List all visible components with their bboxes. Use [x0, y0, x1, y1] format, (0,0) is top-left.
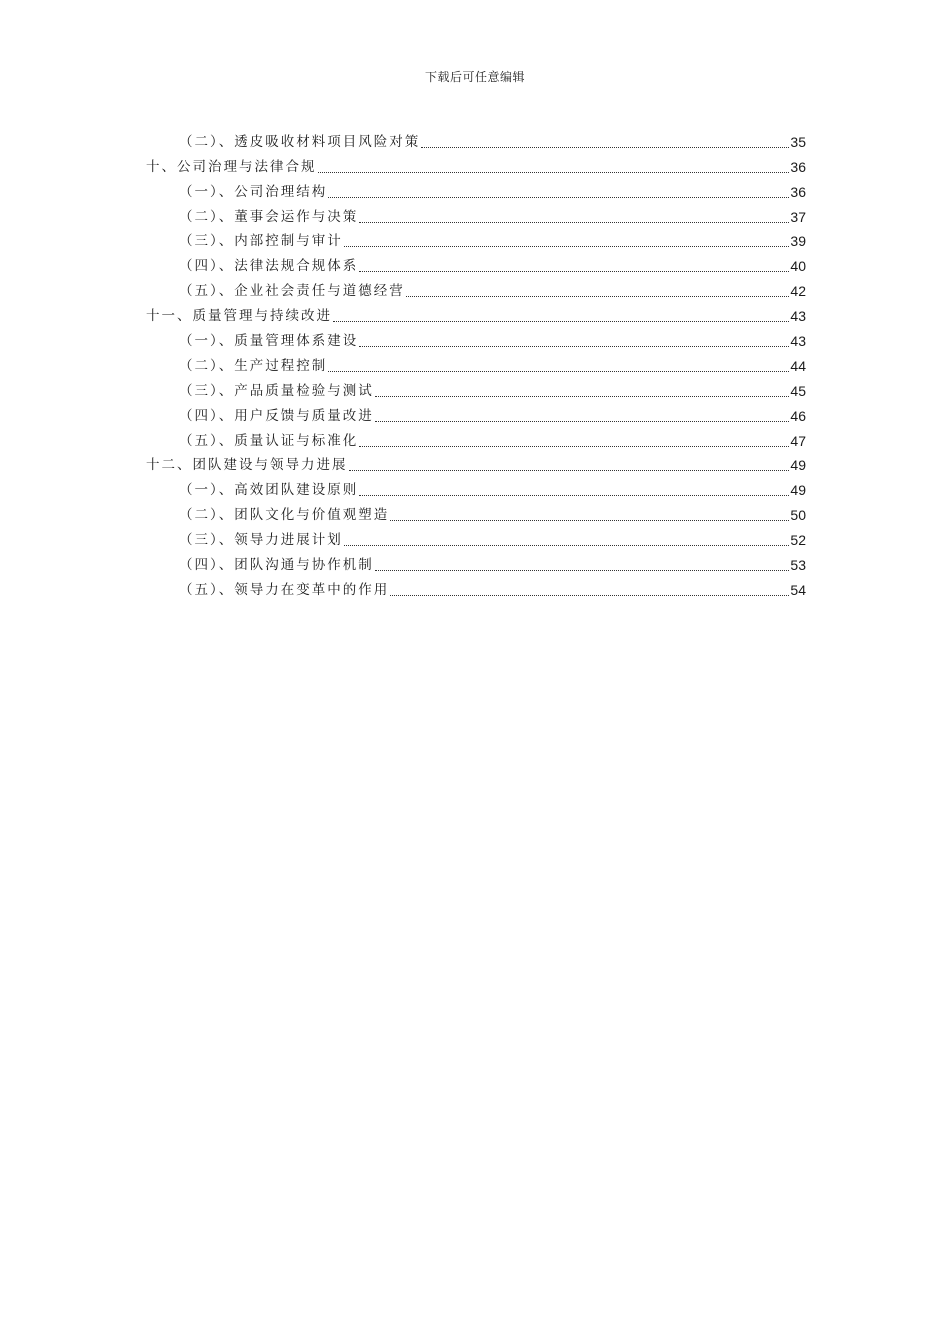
toc-leader-dots [359, 432, 789, 450]
toc-leader-dots [359, 332, 789, 350]
toc-entry[interactable] [146, 400, 806, 425]
toc-entry[interactable] [146, 300, 806, 325]
toc-entry-page: 54 [790, 581, 806, 598]
toc-entry-page: 42 [790, 283, 806, 300]
toc-entry-title: （二）、董事会运作与决策 [179, 208, 359, 225]
toc-entry-title: （三）、产品质量检验与测试 [179, 382, 374, 399]
toc-entry[interactable] [146, 499, 806, 524]
toc-entry-page: 43 [790, 308, 806, 325]
toc-entry[interactable] [146, 201, 806, 226]
toc-entry[interactable] [146, 226, 806, 251]
toc-entry-title: （二）、透皮吸收材料项目风险对策 [179, 133, 421, 150]
toc-entry[interactable] [146, 375, 806, 400]
toc-entry-page: 40 [790, 258, 806, 275]
toc-leader-dots [375, 382, 790, 400]
toc-entry-page: 35 [790, 133, 806, 150]
toc-entry[interactable] [146, 176, 806, 201]
toc-entry-title: （三）、领导力进展计划 [179, 532, 343, 549]
toc-entry-title: 十一、质量管理与持续改进 [146, 308, 332, 325]
toc-entry-title: （五）、企业社会责任与道德经营 [179, 283, 405, 300]
toc-entry-page: 44 [790, 357, 806, 374]
toc-entry-title: 十、公司治理与法律合规 [146, 158, 317, 175]
toc-entry[interactable] [146, 250, 806, 275]
toc-entry-title: （四）、用户反馈与质量改进 [179, 407, 374, 424]
toc-entry-page: 45 [790, 382, 806, 399]
toc-leader-dots [375, 407, 790, 425]
toc-entry-page: 53 [790, 557, 806, 574]
toc-entry[interactable] [146, 325, 806, 350]
toc-entry-page: 43 [790, 333, 806, 350]
toc-entry-page: 36 [790, 183, 806, 200]
toc-leader-dots [390, 581, 789, 599]
toc-leader-dots [359, 257, 789, 275]
toc-entry-title: （五）、质量认证与标准化 [179, 432, 359, 449]
toc-leader-dots [318, 158, 790, 176]
toc-entry-title: 十二、团队建设与领导力进展 [146, 457, 348, 474]
toc-entry[interactable] [146, 549, 806, 574]
toc-entry-title: （二）、生产过程控制 [179, 357, 328, 374]
page-header: 下载后可任意编辑 [424, 70, 525, 84]
toc-entry[interactable] [146, 425, 806, 450]
toc-entry[interactable] [146, 474, 806, 499]
toc-entry-page: 49 [790, 457, 806, 474]
toc-entry-page: 36 [790, 158, 806, 175]
toc-entry-page: 47 [790, 432, 806, 449]
toc-entry[interactable] [146, 524, 806, 549]
toc-entry[interactable] [146, 350, 806, 375]
toc-leader-dots [333, 307, 789, 325]
toc-leader-dots [328, 357, 789, 375]
toc-entry-page: 52 [790, 532, 806, 549]
toc-entry[interactable] [146, 151, 806, 176]
table-of-contents [146, 126, 806, 599]
toc-entry-title: （一）、高效团队建设原则 [179, 482, 359, 499]
toc-entry-title: （四）、法律法规合规体系 [179, 258, 359, 275]
toc-entry-page: 39 [790, 233, 806, 250]
toc-entry-title: （二）、团队文化与价值观塑造 [179, 507, 390, 524]
toc-leader-dots [421, 133, 789, 151]
toc-entry-page: 49 [790, 482, 806, 499]
toc-entry[interactable] [146, 275, 806, 300]
toc-entry-title: （四）、团队沟通与协作机制 [179, 557, 374, 574]
toc-entry-title: （一）、公司治理结构 [179, 183, 328, 200]
toc-leader-dots [359, 208, 789, 226]
toc-entry[interactable] [146, 126, 806, 151]
toc-leader-dots [359, 481, 789, 499]
toc-entry-page: 37 [790, 208, 806, 225]
toc-leader-dots [390, 506, 789, 524]
toc-entry[interactable] [146, 574, 806, 599]
toc-leader-dots [375, 556, 790, 574]
toc-leader-dots [344, 232, 790, 250]
toc-entry[interactable] [146, 450, 806, 475]
toc-entry-title: （三）、内部控制与审计 [179, 233, 343, 250]
toc-leader-dots [406, 282, 790, 300]
toc-entry-title: （一）、质量管理体系建设 [179, 333, 359, 350]
toc-entry-page: 50 [790, 507, 806, 524]
toc-leader-dots [328, 183, 789, 201]
toc-entry-title: （五）、领导力在变革中的作用 [179, 581, 390, 598]
toc-leader-dots [344, 531, 790, 549]
toc-entry-page: 46 [790, 407, 806, 424]
toc-leader-dots [349, 456, 790, 474]
